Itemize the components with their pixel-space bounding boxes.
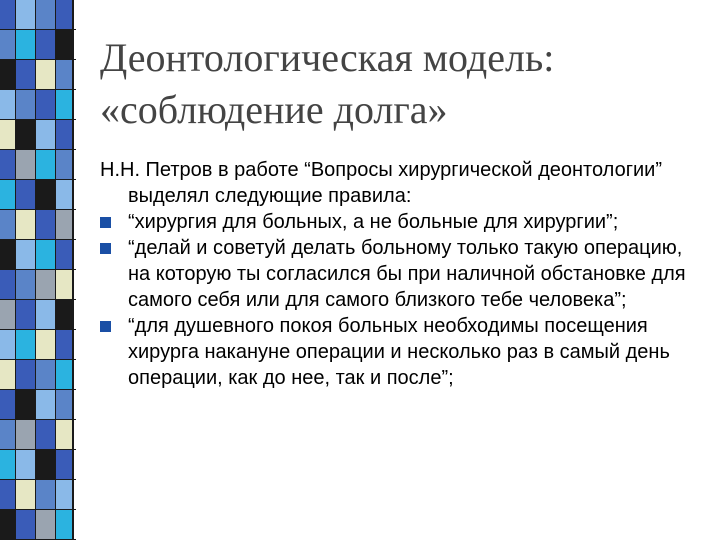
stripe-cell (56, 300, 74, 329)
stripe-row (0, 120, 76, 150)
stripe-row (0, 330, 76, 360)
stripe-cell (0, 450, 16, 479)
stripe-cell (36, 510, 56, 539)
stripe-cell (16, 0, 36, 29)
stripe-cell (16, 510, 36, 539)
stripe-cell (56, 510, 74, 539)
stripe-cell (56, 390, 74, 419)
stripe-cell (56, 90, 74, 119)
stripe-cell (16, 210, 36, 239)
bullet-item-1 (100, 209, 700, 235)
stripe-cell (56, 180, 74, 209)
stripe-cell (36, 0, 56, 29)
stripe-row (0, 420, 76, 450)
stripe-cell (16, 390, 36, 419)
bullet-item-2 (100, 235, 700, 313)
stripe-cell (16, 270, 36, 299)
stripe-cell (16, 420, 36, 449)
stripe-cell (0, 480, 16, 509)
stripe-row (0, 300, 76, 330)
stripe-cell (56, 240, 74, 269)
stripe-cell (36, 330, 56, 359)
stripe-cell (0, 120, 16, 149)
stripe-row (0, 480, 76, 510)
stripe-cell (0, 270, 16, 299)
stripe-row (0, 0, 76, 30)
stripe-cell (36, 270, 56, 299)
stripe-cell (0, 180, 16, 209)
stripe-cell (0, 90, 16, 119)
stripe-row (0, 510, 76, 540)
stripe-row (0, 210, 76, 240)
stripe-cell (0, 0, 16, 29)
bullet-text-3: “для душевного покоя больных необходимы посещения хирурга накануне операции и несколько раз в самый день операции, как до нее, так и после”; (128, 315, 670, 389)
decorative-stripe (0, 0, 76, 540)
stripe-cell (16, 300, 36, 329)
stripe-cell (56, 150, 74, 179)
stripe-cell (16, 450, 36, 479)
stripe-cell (56, 360, 74, 389)
stripe-cell (36, 480, 56, 509)
stripe-row (0, 180, 76, 210)
stripe-cell (0, 30, 16, 59)
stripe-cell (56, 30, 74, 59)
stripe-cell (0, 330, 16, 359)
stripe-cell (0, 390, 16, 419)
stripe-cell (16, 240, 36, 269)
stripe-cell (36, 150, 56, 179)
stripe-cell (16, 120, 36, 149)
stripe-cell (0, 300, 16, 329)
stripe-row (0, 240, 76, 270)
square-bullet-icon (100, 217, 111, 228)
stripe-cell (36, 30, 56, 59)
stripe-cell (36, 240, 56, 269)
stripe-cell (36, 60, 56, 89)
stripe-cell (56, 210, 74, 239)
stripe-cell (0, 420, 16, 449)
stripe-cell (16, 150, 36, 179)
bullet-text-2: “делай и советуй делать больному только такую операцию, на которую ты согласился бы при наличной обстановке для самого себя или для самого близкого тебе человека”; (128, 237, 686, 311)
stripe-row (0, 30, 76, 60)
stripe-cell (36, 120, 56, 149)
stripe-row (0, 360, 76, 390)
stripe-cell (0, 240, 16, 269)
bullet-item-3 (100, 313, 700, 391)
stripe-cell (56, 330, 74, 359)
stripe-cell (16, 90, 36, 119)
stripe-cell (36, 420, 56, 449)
stripe-cell (0, 210, 16, 239)
stripe-cell (56, 480, 74, 509)
stripe-cell (36, 210, 56, 239)
stripe-cell (16, 60, 36, 89)
stripe-row (0, 90, 76, 120)
stripe-row (0, 450, 76, 480)
stripe-cell (0, 360, 16, 389)
square-bullet-icon (100, 321, 111, 332)
stripe-cell (56, 120, 74, 149)
stripe-row (0, 270, 76, 300)
slide-body (100, 157, 700, 391)
stripe-cell (0, 60, 16, 89)
slide-title (100, 32, 700, 136)
stripe-cell (0, 150, 16, 179)
stripe-cell (16, 180, 36, 209)
stripe-row (0, 150, 76, 180)
stripe-cell (56, 60, 74, 89)
stripe-cell (36, 360, 56, 389)
stripe-cell (56, 0, 74, 29)
slide-title-line-1: Деонтологическая модель: (100, 35, 555, 80)
intro-paragraph: Н.Н. Петров в работе “Вопросы хирургической деонтологии” выделял следующие правила: (100, 159, 662, 207)
stripe-cell (36, 390, 56, 419)
stripe-cell (16, 360, 36, 389)
stripe-cell (16, 480, 36, 509)
stripe-cell (36, 300, 56, 329)
stripe-cell (16, 330, 36, 359)
slide-title-line-2: «соблюдение долга» (100, 87, 448, 132)
stripe-cell (56, 450, 74, 479)
bullet-text-1: “хирургия для больных, а не больные для хирургии”; (128, 211, 619, 233)
stripe-cell (36, 450, 56, 479)
stripe-cell (56, 420, 74, 449)
stripe-cell (36, 90, 56, 119)
stripe-row (0, 390, 76, 420)
stripe-cell (56, 270, 74, 299)
stripe-cell (0, 510, 16, 539)
stripe-cell (16, 30, 36, 59)
stripe-row (0, 60, 76, 90)
stripe-cell (36, 180, 56, 209)
square-bullet-icon (100, 243, 111, 254)
